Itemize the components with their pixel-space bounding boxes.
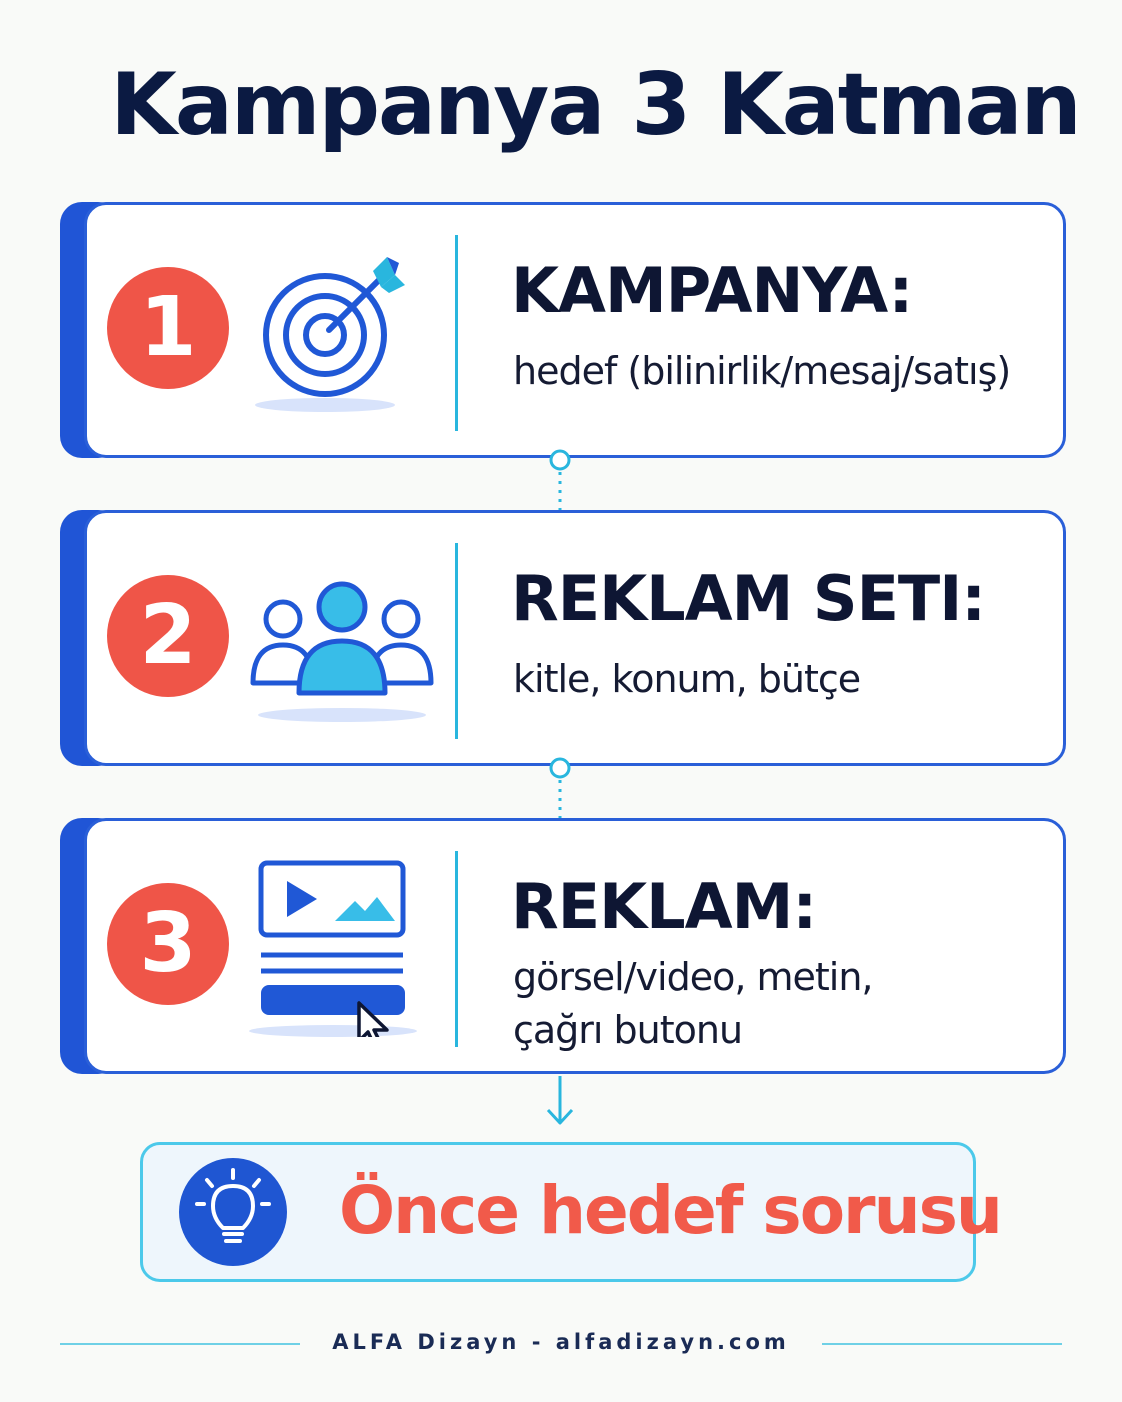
result-box (140, 1142, 1001, 1282)
down-arrow-icon (540, 1074, 580, 1130)
layer-description: kitle, konum, bütçe (513, 657, 861, 701)
layer-description: görsel/video, metin, çağrı butonu (513, 955, 873, 1053)
layer-heading: REKLAM SETI: (511, 562, 986, 635)
result-text: Önce hedef sorusu (339, 1172, 1001, 1249)
step-badge-1: 1 (107, 267, 229, 389)
connector-dots (540, 446, 580, 510)
step-badge-2: 2 (107, 575, 229, 697)
step-badge-3: 3 (107, 883, 229, 1005)
footer-credit: ALFA Dizayn - alfadizayn.com (332, 1330, 790, 1354)
connector-dots (540, 754, 580, 818)
layer-card-ad-set (60, 510, 1066, 766)
ad-media-icon (247, 857, 437, 1037)
layer-heading: REKLAM: (511, 870, 817, 943)
layer-card-ad (60, 818, 1066, 1074)
lightbulb-icon (179, 1158, 287, 1266)
layer-heading: KAMPANYA: (511, 254, 913, 327)
layer-card-campaign (60, 202, 1066, 458)
layer-description: hedef (bilinirlik/mesaj/satış) (513, 349, 1011, 393)
target-icon (247, 241, 437, 421)
audience-icon (247, 549, 437, 729)
page-title: Kampanya 3 Katman (110, 55, 1080, 155)
